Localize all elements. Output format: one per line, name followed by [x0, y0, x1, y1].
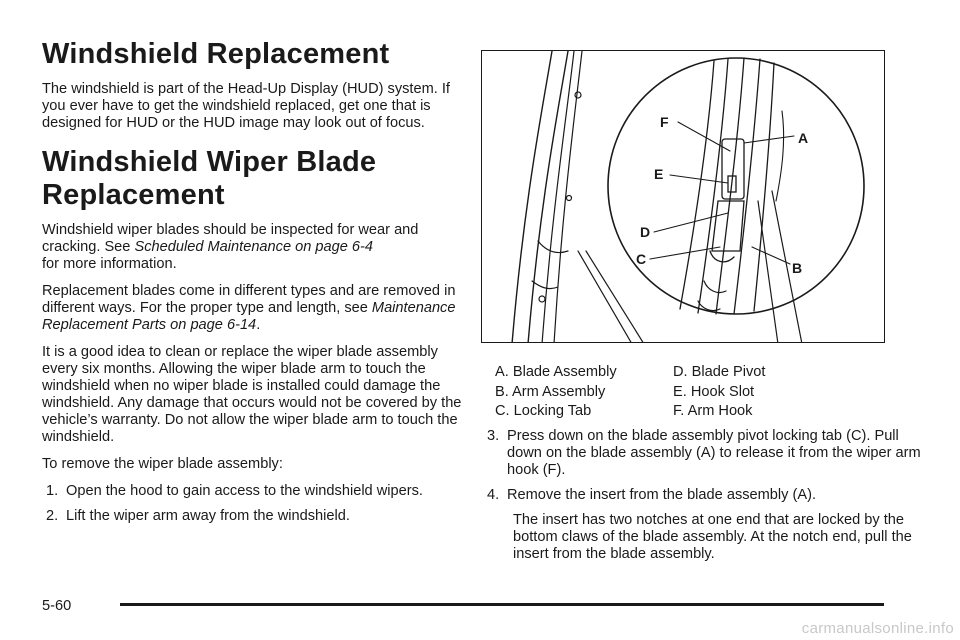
heading-line-1: Windshield Wiper Blade [42, 146, 377, 178]
maintenance-parts-link[interactable]: Maintenance Replacement Parts on page 6-14 [42, 300, 456, 333]
left-column [42, 38, 462, 533]
arm-outline-right [528, 51, 568, 343]
label-C: C [636, 251, 647, 267]
step-3 [487, 428, 921, 479]
step-number: 2. [46, 508, 59, 524]
step-4-detail: The insert has two notches at one end that are locked by the bottom claws of the blade assembly. At the notch end, pull the insert from the blade assembly. [513, 511, 912, 562]
legend-item: B. Arm Assembly [495, 383, 606, 400]
blade-edge [554, 51, 582, 343]
legend-item: D. Blade Pivot [673, 364, 766, 380]
label-B: B [792, 260, 803, 276]
removal-intro: To remove the wiper blade assembly: [42, 456, 283, 472]
heading-line-2: Replacement [42, 179, 225, 211]
footer-rule [120, 603, 884, 606]
replacement-types-paragraph [42, 283, 462, 334]
watermark: carmanualsonline.info [801, 620, 954, 637]
heading-wiper-blade-replacement [42, 146, 462, 212]
inspection-text: Windshield wiper blades should be inspected for wear and cracking. See [42, 222, 419, 255]
legend-item: C. Locking Tab [495, 403, 592, 419]
right-steps-list [481, 428, 921, 563]
step-4 [487, 487, 921, 504]
legend-item: F. Arm Hook [673, 403, 753, 419]
figure-legend [481, 363, 921, 422]
step-2 [46, 508, 462, 525]
step-text: Open the hood to gain access to the windshield wipers. [66, 483, 423, 499]
step-number: 4. [487, 486, 500, 503]
step-text: Press down on the blade assembly pivot locking tab (C). Pull down on the blade assembly (A) to release it from the wiper arm hook (F). [507, 427, 921, 478]
step-text: Lift the wiper arm away from the windshield. [66, 508, 350, 524]
wiper-drawing [482, 51, 885, 343]
cleaning-paragraph: It is a good idea to clean or replace the wiper blade assembly every six months. Allowing the wiper blade arm to touch the windshield when no wiper blade is installed could damage the windshield. Any damage that occurs would not be covered by the vehicle’s warranty. Do not allow the wiper blade arm to touch the windshield. [42, 344, 462, 445]
heading-windshield-replacement: Windshield Replacement [42, 38, 390, 70]
label-F: F [660, 114, 669, 130]
replacement-text: Replacement blades come in different types and are removed in different ways. For the proper type and length, see [42, 283, 456, 316]
step-1 [46, 483, 462, 500]
left-steps-list [42, 483, 462, 525]
inspection-paragraph [42, 222, 462, 273]
step-text: Remove the insert from the blade assembly (A). [507, 486, 817, 503]
hud-paragraph: The windshield is part of the Head-Up Display (HUD) system. If you ever have to get the windshield replaced, get one that is designed for HUD or the HUD image may look out of focus. [42, 81, 450, 131]
blade-outline [542, 51, 574, 343]
wiper-blade-illustration [481, 50, 885, 343]
label-E: E [654, 166, 664, 182]
pivot-shape [712, 201, 744, 251]
right-column [481, 50, 921, 563]
scheduled-maintenance-link[interactable]: Scheduled Maintenance on page 6-4 [134, 239, 374, 255]
label-A: A [798, 130, 809, 146]
replacement-tail: . [256, 317, 261, 333]
inspection-tail: for more information. [42, 256, 177, 272]
step-number: 1. [46, 483, 59, 499]
step-number: 3. [487, 427, 500, 444]
page-number: 5-60 [42, 598, 72, 614]
legend-item: E. Hook Slot [673, 383, 755, 400]
legend-item: A. Blade Assembly [495, 364, 617, 380]
label-D: D [640, 224, 651, 240]
